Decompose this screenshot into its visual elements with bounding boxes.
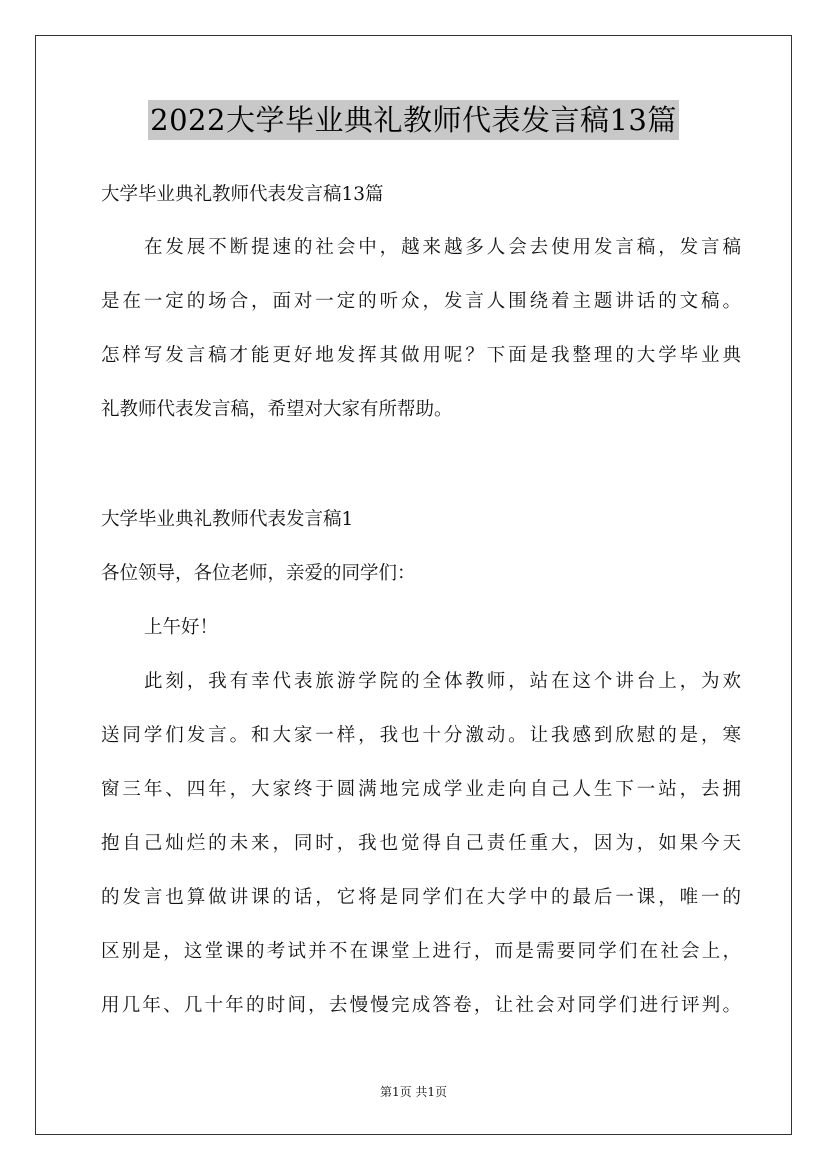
greeting: 上午好！ [144, 617, 219, 638]
section-heading: 大学毕业典礼教师代表发言稿1 [101, 509, 354, 530]
title-container [0, 100, 827, 140]
body-line: 区别是，这堂课的考试并不在课堂上进行，而是需要同学们在社会上， [101, 941, 741, 962]
body-line: 的发言也算做讲课的话，它将是同学们在大学中的最后一课，唯一的 [101, 887, 741, 908]
intro-line: 是在一定的场合，面对一定的听众，发言人围绕着主题讲话的文稿。 [101, 291, 741, 312]
body-line: 用几年、几十年的时间，去慢慢完成答卷，让社会对同学们进行评判。 [101, 995, 741, 1016]
intro-line: 在发展不断提速的社会中，越来越多人会去使用发言稿，发言稿 [144, 237, 741, 258]
page-footer: 第1页 共1页 [379, 1085, 448, 1099]
body-line: 抱自己灿烂的未来，同时，我也觉得自己责任重大，因为，如果今天 [101, 833, 741, 854]
document-title: 2022大学毕业典礼教师代表发言稿13篇 [148, 100, 679, 140]
intro-line: 怎样写发言稿才能更好地发挥其做用呢？下面是我整理的大学毕业典 [101, 345, 741, 366]
intro-line: 礼教师代表发言稿，希望对大家有所帮助。 [101, 399, 453, 420]
body-line: 此刻，我有幸代表旅游学院的全体教师，站在这个讲台上，为欢 [144, 671, 741, 692]
body-line: 送同学们发言。和大家一样，我也十分激动。让我感到欣慰的是，寒 [101, 725, 741, 746]
body-line: 窗三年、四年，大家终于圆满地完成学业走向自己人生下一站，去拥 [101, 779, 741, 800]
document-subtitle: 大学毕业典礼教师代表发言稿13篇 [101, 184, 384, 205]
salutation: 各位领导，各位老师，亲爱的同学们： [101, 563, 416, 584]
